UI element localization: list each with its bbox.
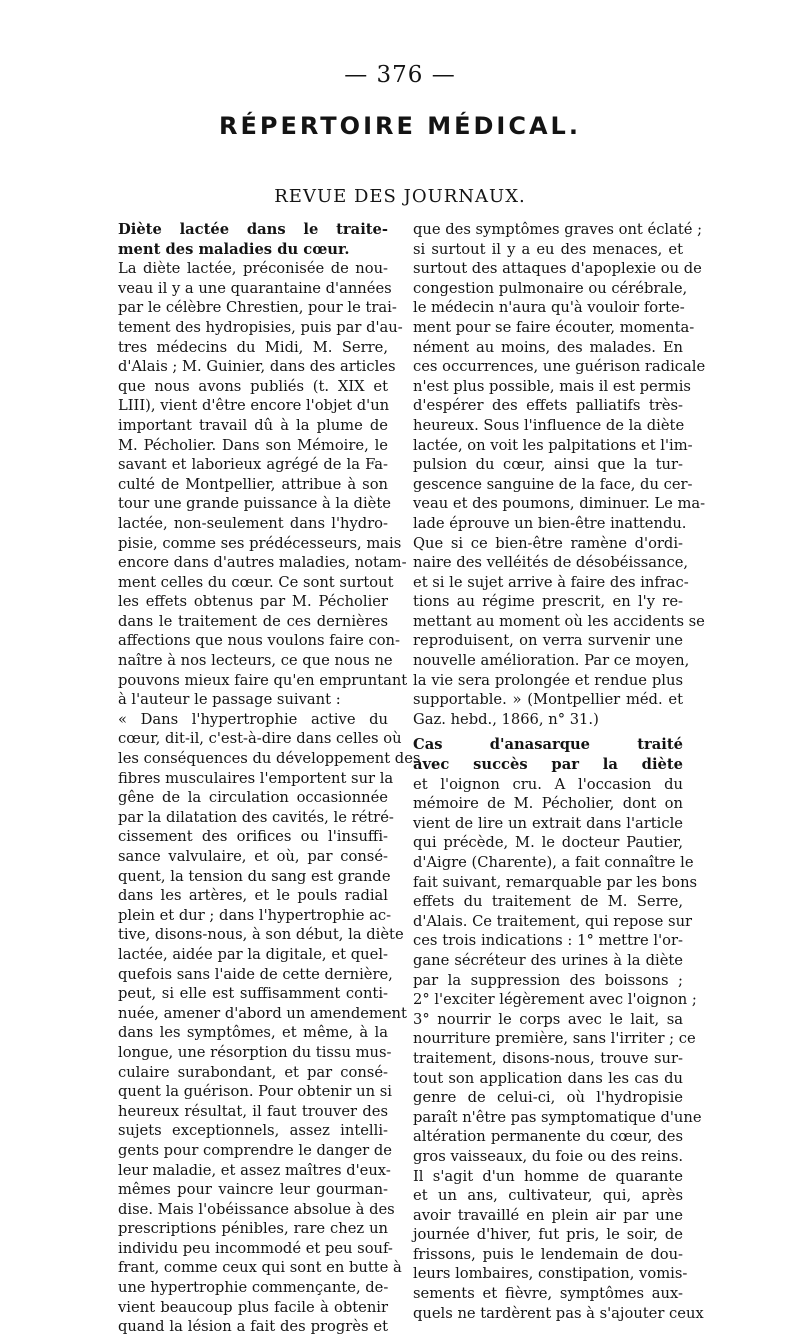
text-line: lactée, on voit les palpitations et l'im- [413, 436, 693, 454]
text-line: tres médecins du Midi, M. Serre, [118, 338, 388, 356]
text-line: heureux. Sous l'influence de la diète [413, 416, 685, 434]
text-line: peut, si elle est suffisamment conti- [118, 985, 388, 1003]
text-line: lactée, non-seulement dans l'hydro- [118, 514, 388, 532]
text-line: les effets obtenus par M. Pécholier [118, 593, 388, 611]
text-line: longue, une résorption du tissu mus- [118, 1043, 392, 1061]
text-line: fibres musculaires l'emportent sur la [118, 769, 394, 787]
text-line: gros vaisseaux, du foie ou des reins. [413, 1147, 684, 1165]
text-line: ces trois indications : 1° mettre l'or- [413, 932, 683, 950]
text-line: qui précède, M. le docteur Pautier, [413, 834, 683, 852]
text-line: dans le traitement de ces dernières [118, 612, 388, 630]
text-line: traitement, disons-nous, trouve sur- [413, 1049, 683, 1067]
text-line: la vie sera prolongée et rendue plus [413, 671, 683, 689]
text-line: surtout des attaques d'apoplexie ou de [413, 260, 702, 278]
page-number: — 376 — [344, 62, 456, 88]
text-line: ment celles du cœur. Ce sont surtout [118, 573, 394, 591]
text-line: fait suivant, remarquable par les bons [413, 873, 698, 891]
text-line: individu peu incommodé et peu souf- [118, 1239, 393, 1257]
text-line: supportable. » (Montpellier méd. et [413, 691, 683, 709]
text-line: d'Alais. Ce traitement, qui repose sur [413, 912, 693, 930]
text-line: les conséquences du développement des [118, 750, 421, 768]
text-line: nément au moins, des malades. En [413, 338, 683, 356]
text-line: Que si ce bien-être ramène d'ordi- [413, 534, 683, 552]
text-line: plein et dur ; dans l'hypertrophie ac- [118, 906, 392, 924]
text-line: nouvelle amélioration. Par ce moyen, [413, 652, 690, 670]
text-line: veau il y a une quarantaine d'années [118, 279, 392, 297]
text-line: LIII), vient d'être encore l'objet d'un [118, 397, 390, 415]
text-line: tive, disons-nous, à son début, la diète [118, 926, 404, 944]
text-line: par la dilatation des cavités, le rétré- [118, 808, 394, 826]
text-line: et si le sujet arrive à faire des infrac- [413, 573, 689, 591]
text-line: n'est plus possible, mais il est permis [413, 377, 691, 395]
text-line: gents pour comprendre le danger de [118, 1141, 392, 1159]
text-line: mettant au moment où les accidents se [413, 612, 705, 630]
text-line: 2° l'exciter légèrement avec l'oignon ; [413, 991, 697, 1009]
text-line: pisie, comme ses prédécesseurs, mais [118, 534, 402, 552]
text-line: quent, la tension du sang est grande [118, 867, 391, 885]
text-line: dans les artères, et le pouls radial [118, 887, 388, 905]
text-line: d'Alais ; M. Guinier, dans des articles [118, 358, 396, 376]
text-line: Diète lactée dans le traite- [118, 221, 388, 238]
text-line: cœur, dit-il, c'est-à-dire dans celles où [118, 730, 402, 748]
text-line: si surtout il y a eu des menaces, et [413, 240, 683, 258]
text-line: sujets exceptionnels, assez intelli- [118, 1122, 388, 1140]
text-line: que nous avons publiés (t. XIX et [118, 377, 388, 395]
text-line: veau et des poumons, diminuer. Le ma- [413, 495, 706, 513]
text-line: « Dans l'hypertrophie active du [118, 710, 388, 728]
text-line: ces occurrences, une guérison radicale [413, 358, 706, 376]
text-line: nourriture première, sans l'irriter ; ce [413, 1030, 696, 1048]
text-line: lactée, aidée par la digitale, et quel- [118, 945, 388, 963]
text-line: dans les symptômes, et même, à la [118, 1024, 388, 1042]
text-line: ment des maladies du cœur. [118, 240, 350, 258]
text-line: que des symptômes graves ont éclaté ; [413, 221, 703, 238]
text-line: pouvons mieux faire qu'en empruntant [118, 671, 408, 689]
text-line: sements et fièvre, symptômes aux- [413, 1285, 683, 1303]
text-line: quent la guérison. Pour obtenir un si [118, 1083, 392, 1101]
text-line: naire des velléités de désobéissance, [413, 554, 689, 572]
text-line: avec succès par la diète [413, 756, 683, 774]
text-line: genre de celui-ci, où l'hydropisie [413, 1089, 683, 1107]
text-line: gane sécréteur des urines à la diète [413, 951, 683, 969]
text-line: quefois sans l'aide de cette dernière, [118, 965, 393, 983]
text-line: le médecin n'aura qu'à vouloir forte- [413, 299, 685, 317]
text-line: effets du traitement de M. Serre, [413, 893, 683, 911]
text-line: sance valvulaire, et où, par consé- [118, 848, 388, 865]
text-line: dise. Mais l'obéissance absolue à des [118, 1200, 395, 1218]
text-line: journée d'hiver, fut pris, le soir, de [413, 1226, 683, 1244]
left-column [118, 220, 421, 1337]
text-line: mêmes pour vaincre leur gourman- [118, 1181, 388, 1199]
text-line: et un ans, cultivateur, qui, après [413, 1187, 683, 1205]
text-line: mémoire de M. Pécholier, dont on [413, 795, 683, 813]
text-line: encore dans d'autres maladies, notam- [118, 554, 407, 572]
text-line: prescriptions pénibles, rare chez un [118, 1220, 388, 1238]
text-line: paraît n'être pas symptomatique d'une [413, 1108, 702, 1126]
text-line: Cas d'anasarque traité [413, 736, 683, 754]
text-line: congestion pulmonaire ou cérébrale, [413, 279, 688, 297]
text-line: tout son application dans les cas du [413, 1069, 683, 1087]
text-line: lade éprouve un bien-être inattendu. [413, 514, 687, 532]
text-line: heureux résultat, il faut trouver des [118, 1102, 388, 1120]
page-title: RÉPERTOIRE MÉDICAL. [219, 112, 581, 140]
text-line: frissons, puis le lendemain de dou- [413, 1245, 683, 1263]
text-line: par le célèbre Chrestien, pour le trai- [118, 299, 397, 317]
text-line: et l'oignon cru. A l'occasion du [413, 775, 683, 793]
text-line: d'espérer des effets palliatifs très- [413, 397, 683, 415]
text-line: ment pour se faire écouter, momenta- [413, 318, 695, 336]
right-column [413, 220, 706, 1323]
text-line: 3° nourrir le corps avec le lait, sa [413, 1010, 683, 1028]
text-line: à l'auteur le passage suivant : [118, 691, 341, 709]
section-title: REVUE DES JOURNAUX. [274, 186, 526, 207]
text-line: vient de lire un extrait dans l'article [413, 814, 683, 832]
text-line: culaire surabondant, et par consé- [118, 1063, 388, 1081]
text-line: culté de Montpellier, attribue à son [118, 475, 388, 493]
text-line: important travail dû à la plume de [118, 416, 388, 434]
text-line: tions au régime prescrit, en l'y re- [413, 593, 683, 611]
text-line: vient beaucoup plus facile à obtenir [118, 1298, 388, 1316]
text-line: reproduisent, on verra survenir une [413, 632, 683, 650]
text-line: quels ne tardèrent pas à s'ajouter ceux [413, 1304, 704, 1322]
text-line: tement des hydropisies, puis par d'au- [118, 318, 403, 336]
text-line: tour une grande puissance à la diète [118, 495, 391, 513]
text-line: Il s'agit d'un homme de quarante [413, 1167, 683, 1185]
text-line: altération permanente du cœur, des [413, 1128, 683, 1146]
text-line: naître à nos lecteurs, ce que nous ne [118, 652, 393, 670]
text-line: avoir travaillé en plein air par une [413, 1206, 683, 1224]
text-line: gescence sanguine de la face, du cer- [413, 475, 693, 493]
text-line: par la suppression des boissons ; [413, 971, 683, 989]
text-line: affections que nous voulons faire con- [118, 632, 400, 650]
text-line: une hypertrophie commençante, de- [118, 1279, 389, 1297]
text-line: cissement des orifices ou l'insuffi- [118, 828, 388, 846]
text-line: M. Pécholier. Dans son Mémoire, le [118, 436, 388, 454]
text-line: leurs lombaires, constipation, vomis- [413, 1265, 688, 1283]
text-line: quand la lésion a fait des progrès et [118, 1318, 388, 1336]
text-line: d'Aigre (Charente), a fait connaître le [413, 854, 694, 871]
text-line: frant, comme ceux qui sont en butte à [118, 1259, 402, 1277]
text-line: La diète lactée, préconisée de nou- [118, 260, 388, 278]
text-line: savant et laborieux agrégé de la Fa- [118, 456, 388, 474]
text-line: pulsion du cœur, ainsi que la tur- [413, 456, 683, 474]
text-line: Gaz. hebd., 1866, n° 31.) [413, 710, 599, 728]
text-line: gêne de la circulation occasionnée [118, 789, 388, 807]
text-line: leur maladie, et assez maîtres d'eux- [118, 1161, 391, 1179]
text-line: nuée, amener d'abord un amendement [118, 1004, 407, 1022]
